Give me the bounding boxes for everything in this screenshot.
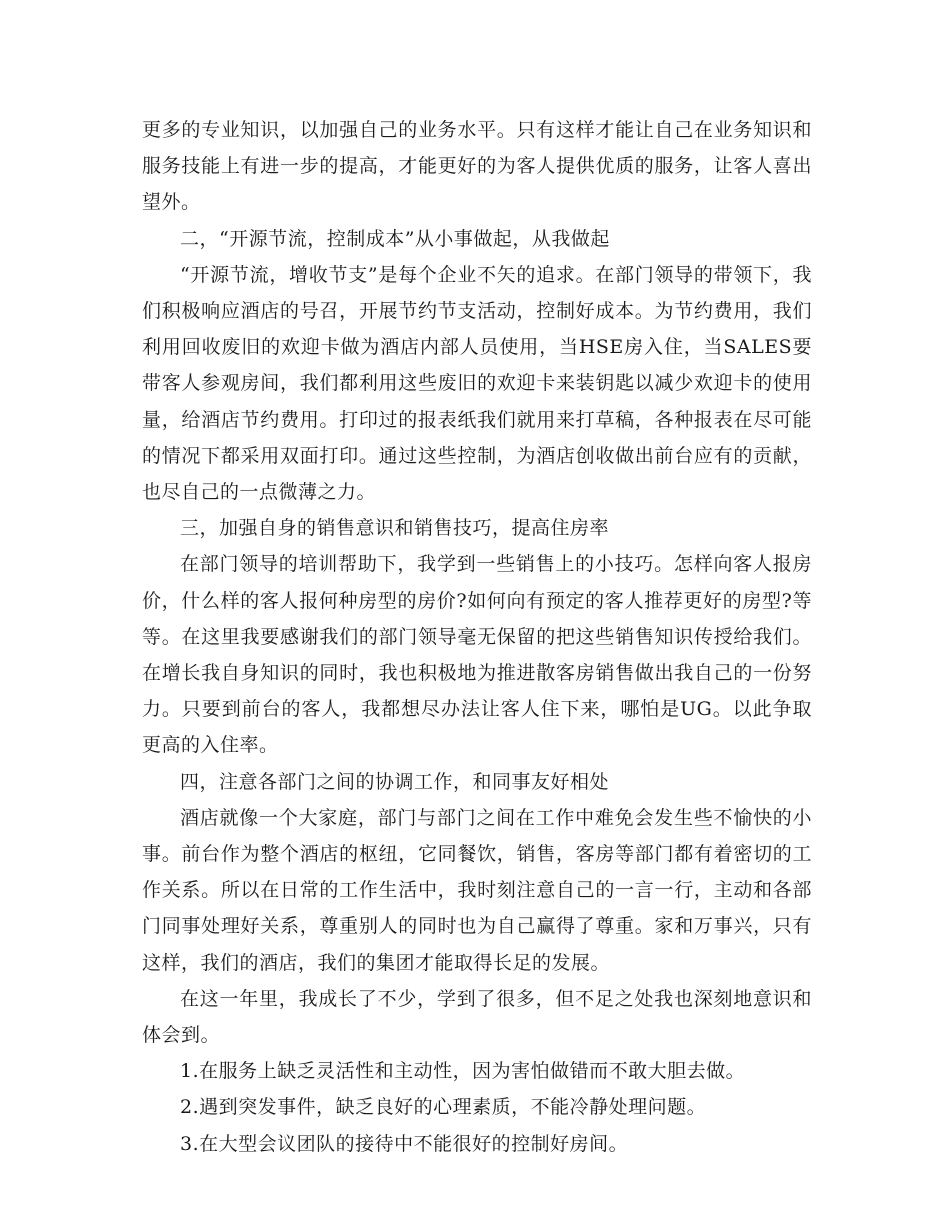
section-heading-2: 二，“开源节流，控制成本”从小事做起，从我做起	[180, 227, 610, 250]
list-item-1: 1.在服务上缺乏灵活性和主动性，因为害怕做错而不敢大胆去做。	[180, 1060, 746, 1083]
list-item-3: 3.在大型会议团队的接待中不能很好的控制好房间。	[180, 1132, 629, 1155]
paragraph-summary: 在这一年里，我成长了不少，学到了很多，但不足之处我也深刻地意识和体会到。	[142, 987, 812, 1047]
paragraph-continuation: 更多的专业知识，以加强自己的业务水平。只有这样才能让自己在业务知识和服务技能上有进一步的提高，才能更好的为客人提供优质的服务，让客人喜出望外。	[142, 119, 812, 214]
paragraph-cost-control: “开源节流，增收节支”是每个企业不矢的追求。在部门领导的带领下，我们积极响应酒店的号召，开展节约节支活动，控制好成本。为节约费用，我们利用回收废旧的欢迎卡做为酒店内部人员使用，当HSE房入住，当SALES要带客人参观房间，我们都利用这些废旧的欢迎卡来装钥匙以减少欢迎卡的使用量，给酒店节约费用。打印过的报表纸我们就用来打草稿，各种报表在尽可能的情况下都采用双面打印。通过这些控制，为酒店创收做出前台应有的贡献，也尽自己的一点微薄之力。	[142, 263, 812, 504]
paragraph-sales-skills: 在部门领导的培训帮助下，我学到一些销售上的小技巧。怎样向客人报房价，什么样的客人报何种房型的房价?如何向有预定的客人推荐更好的房型?等等。在这里我要感谢我们的部门领导毫无保留的把这些销售知识传授给我们。在增长我自身知识的同时，我也积极地为推进散客房销售做出我自己的一份努力。只要到前台的客人，我都想尽办法让客人住下来，哪怕是UG。以此争取更高的入住率。	[142, 553, 812, 757]
section-heading-4: 四，注意各部门之间的协调工作，和同事友好相处	[180, 770, 610, 793]
section-heading-3: 三，加强自身的销售意识和销售技巧，提高住房率	[180, 517, 610, 540]
list-item-2: 2.遇到突发事件，缺乏良好的心理素质，不能冷静处理问题。	[180, 1096, 707, 1119]
paragraph-coordination: 酒店就像一个大家庭，部门与部门之间在工作中难免会发生些不愉快的小事。前台作为整个酒店的枢纽，它同餐饮，销售，客房等部门都有着密切的工作关系。所以在日常的工作生活中，我时刻注意自己的一言一行，主动和各部门同事处理好关系，尊重别人的同时也为自己赢得了尊重。家和万事兴，只有这样，我们的酒店，我们的集团才能取得长足的发展。	[142, 806, 812, 974]
document-body	[142, 112, 812, 1162]
